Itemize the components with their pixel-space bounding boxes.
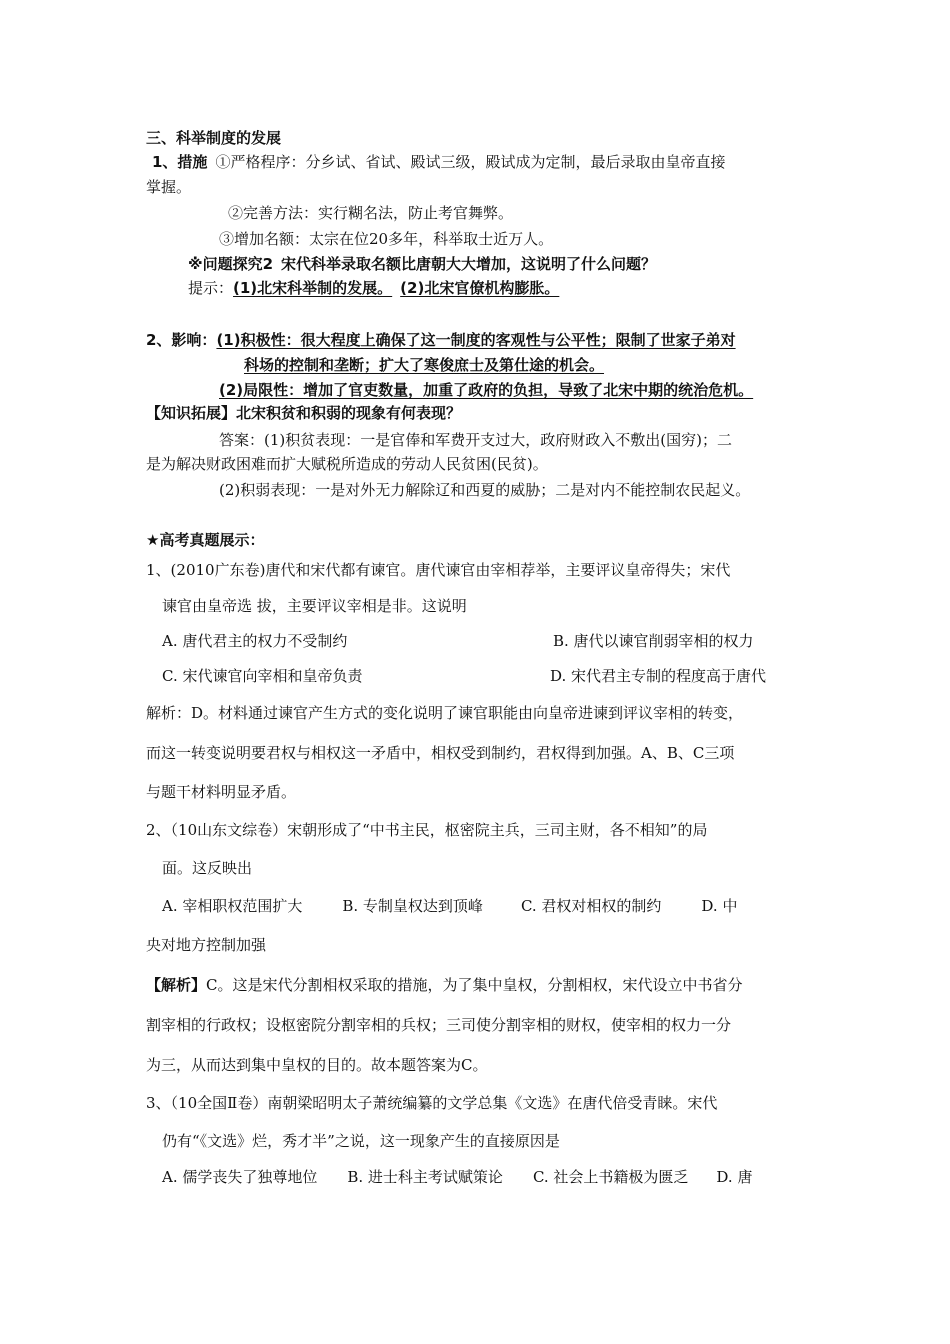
- q3-option-c: C. 社会上书籍极为匮乏: [532, 1168, 689, 1186]
- impact-positive: (1)积极性：很大程度上确保了这一制度的客观性与公平性；限制了世家子弟对: [216, 331, 736, 349]
- q1-analysis-1: 解析：D。材料通过谏官产生方式的变化说明了谏官职能由向皇帝进谏到评议宰相的转变，: [146, 704, 744, 722]
- q2-analysis-text: C。这是宋代分割相权采取的措施，为了集中皇权，分割相权，宋代设立中书省分: [206, 976, 743, 994]
- extension-answer-1: 答案：(1)积贫表现：一是官俸和军费开支过大，政府财政入不敷出(国穷)；二: [219, 431, 732, 449]
- q3-option-b: B. 进士科主考试赋策论: [347, 1168, 503, 1186]
- hint-label: 提示：: [188, 279, 234, 297]
- q2-stem-cont: 面。这反映出: [162, 859, 253, 877]
- q1-option-b: B. 唐代以谏官削弱宰相的权力: [553, 632, 754, 650]
- q2-option-d-cont: 央对地方控制加强: [146, 936, 267, 954]
- hint-1: (1)北宋科举制的发展。: [233, 279, 393, 297]
- q1-option-c: C. 宋代谏官向宰相和皇帝负责: [162, 667, 363, 685]
- measure-item-1-cont: 掌握。: [146, 178, 192, 196]
- q2-option-d: D. 中: [701, 897, 738, 915]
- impact-positive-cont: 科场的控制和垄断；扩大了寒俊庶士及第仕途的机会。: [244, 356, 605, 374]
- q3-stem: 3、（10全国Ⅱ卷）南朝梁昭明太子萧统编纂的文学总集《文选》在唐代倍受青睐。宋代: [146, 1094, 718, 1112]
- inquiry-hint: [188, 278, 559, 298]
- q2-analysis-1: [146, 975, 743, 995]
- extension-answer-1-cont: 是为解决财政困难而扩大赋税所造成的劳动人民贫困(民贫)。: [146, 455, 548, 473]
- section-title: 三、科举制度的发展: [146, 129, 282, 147]
- q1-stem: 1、(2010广东卷)唐代和宋代都有谏官。唐代谏官由宰相荐举，主要评议皇帝得失；宋代: [146, 561, 731, 579]
- q3-option-a: A. 儒学丧失了独尊地位: [162, 1168, 318, 1186]
- q3-stem-cont: 仍有“《文选》烂，秀才半”之说，这一现象产生的直接原因是: [162, 1132, 560, 1150]
- extension-answer-2: (2)积弱表现：一是对外无力解除辽和西夏的威胁；二是对内不能控制农民起义。: [219, 481, 751, 499]
- q2-option-a: A. 宰相职权范围扩大: [162, 897, 303, 915]
- impact-limitation: (2)局限性：增加了官吏数量，加重了政府的负担，导致了北宋中期的统治危机。: [219, 381, 754, 399]
- hint-2: (2)北宋官僚机构膨胀。: [400, 279, 560, 297]
- q1-analysis-3: 与题干材料明显矛盾。: [146, 783, 297, 801]
- measures-line-1: [152, 152, 725, 172]
- q3-option-d: D. 唐: [716, 1168, 753, 1186]
- extension-label: 【知识拓展】北宋积贫和积弱的现象有何表现？: [146, 404, 462, 422]
- q1-option-d: D. 宋代君主专制的程度高于唐代: [550, 667, 767, 685]
- q3-options: [162, 1167, 752, 1187]
- measures-label: 1、措施: [152, 153, 208, 171]
- q1-analysis-2: 而这一转变说明要君权与相权这一矛盾中，相权受到制约，君权得到加强。A、B、C三项: [146, 744, 735, 762]
- q1-option-a: A. 唐代君主的权力不受制约: [162, 632, 348, 650]
- q2-analysis-3: 为三，从而达到集中皇权的目的。故本题答案为C。: [146, 1056, 488, 1074]
- q2-options: [162, 896, 737, 916]
- q2-option-c: C. 君权对相权的制约: [520, 897, 662, 915]
- measure-item-3: ③增加名额：太宗在位20多年，科举取士近万人。: [219, 230, 554, 248]
- impact-line-1: [146, 330, 736, 350]
- impact-label: 2、影响：: [146, 331, 217, 349]
- q2-analysis-label: 【解析】: [146, 976, 207, 994]
- q2-analysis-2: 割宰相的行政权；设枢密院分割宰相的兵权；三司使分割宰相的财权，使宰相的权力一分: [146, 1016, 732, 1034]
- inquiry-label: ※问题探究2: [188, 255, 274, 273]
- inquiry-line: [188, 254, 656, 274]
- q2-option-b: B. 专制皇权达到顶峰: [342, 897, 483, 915]
- inquiry-question: 宋代科举录取名额比唐朝大大增加，这说明了什么问题？: [281, 255, 657, 273]
- q2-stem: 2、（10山东文综卷）宋朝形成了“中书主民，枢密院主兵，三司主财，各不相知”的局: [146, 821, 708, 839]
- measure-item-1: ①严格程序：分乡试、省试、殿试三级，殿试成为定制，最后录取由皇帝直接: [215, 153, 726, 171]
- exam-title: ★高考真题展示：: [146, 531, 265, 549]
- measure-item-2: ②完善方法：实行糊名法，防止考官舞弊。: [228, 204, 514, 222]
- q1-stem-cont: 谏官由皇帝选 拔，主要评议宰相是非。这说明: [162, 597, 467, 615]
